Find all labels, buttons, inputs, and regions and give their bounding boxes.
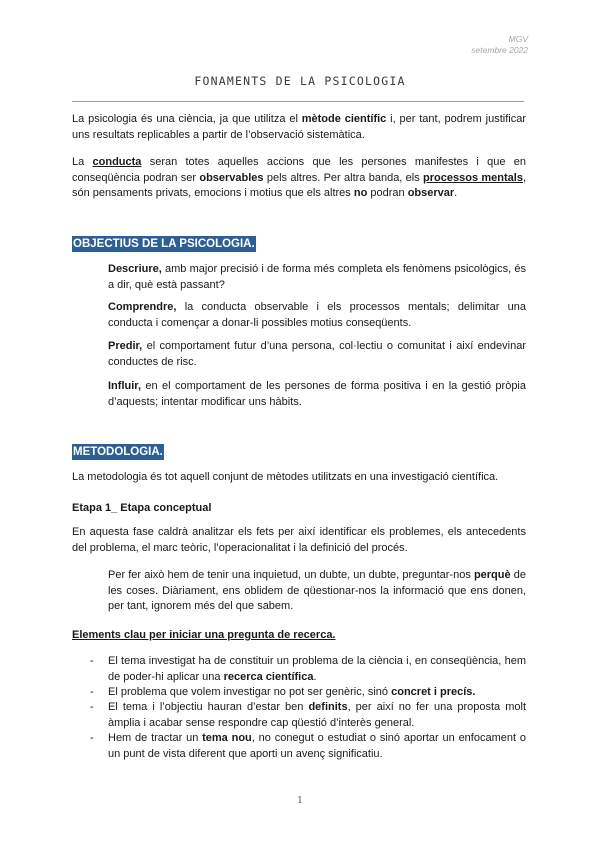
etapa-1-heading: Etapa 1_ Etapa conceptual [72,502,212,514]
metodologia-heading: METODOLOGIA. [73,446,163,458]
page-number: 1 [297,796,303,806]
intro-p2-conducta: conducta [92,156,142,168]
objectiu-item [108,379,526,410]
intro-p1-text-b: i, per tant, podrem justificar uns resultats replicables a partir de l’observació sistemàtica. [72,113,526,141]
objectiu-term: Predir, [108,340,143,352]
objectiu-text: en el comportament de les persones de forma positiva i en la gestió pròpia d’aquests; intentar modificar uns hàbits. [108,380,526,408]
etapa-1-paragraph: En aquesta fase caldrà analitzar els fets per així identificar els problemes, els antecedents del problema, el marc teòric, l’operacionalitat i la definició del procés. [72,526,526,554]
intro-p2-observables: observables [199,171,264,184]
objectiu-text: amb major precisió i de forma més completa els fenòmens psicològics, és a dir, què està passant? [108,263,526,291]
list-dash: - [90,686,94,698]
list-bold: recerca científica [223,670,314,683]
intro-p2-observar: observar [407,187,455,199]
intro-p2-text-b: seran totes aquelles accions que les persones manifestes i que en conseqüència podran ser [72,156,526,184]
intro-p1-bold: mètode científic [301,113,387,125]
list-item [90,654,526,685]
intro-p2-text-c: pels altres. Per altra banda, els [263,171,424,184]
objectiu-item [108,262,526,293]
list-dash: - [90,732,94,744]
list-dash: - [90,701,94,713]
intro-p2-text-d: , són pensaments privats, emocions i motius que els altres [72,171,527,199]
intro-p2-text-f: . [454,187,458,199]
list-item [90,700,526,731]
list-text: , per així no fer una proposta molt àmplia i acabar sense respondre cap qüestió d’interès general. [108,701,527,729]
list-item [90,685,526,701]
intro-p2-processos: processos mentals [423,171,523,184]
intro-paragraph-2 [72,155,526,202]
list-text: El tema i l’objectiu hauran d’estar ben [108,701,309,713]
elements-clau-heading: Elements clau per iniciar una pregunta de recerca. [72,629,336,641]
intro-p2-no: no [353,187,368,199]
page-title: FONAMENTS DE LA PSICOLOGIA [194,74,406,88]
list-dash: - [90,655,94,667]
objectiu-term: Comprendre, [108,301,177,313]
intro-paragraph-1 [72,112,526,143]
intro-p2-text-a: La [72,156,93,168]
metodologia-intro: La metodologia és tot aquell conjunt de mètodes utilitzats en una investigació científica. [72,471,499,483]
objectius-heading: OBJECTIUS DE LA PSICOLOGIA. [73,238,255,250]
objectiu-item [108,300,526,331]
list-bold: tema nou [202,732,252,744]
title-divider [72,101,524,102]
list-bold: definits [308,701,348,713]
intro-p2-text-e: podran [367,187,408,199]
quote-perque: perquè [473,569,511,581]
list-item [90,731,526,762]
etapa-1-quote [108,568,526,615]
quote-text-a: Per fer això hem de tenir una inquietud, un dubte, un dubte, preguntar-nos [108,569,474,581]
document-date: setembre 2022 [471,45,528,55]
objectiu-term: Influir, [108,380,141,392]
list-text: , no conegut o estudiat o sinó aportar un enfocament o un punt de vista diferent que aporti un avenç significatiu. [108,732,526,760]
list-text: El problema que volem investigar no pot ser genèric, sinó [108,686,392,698]
objectiu-term: Descriure, [108,263,162,275]
list-text: Hem de tractar un [108,732,203,744]
objectiu-text: el comportament futur d’una persona, col·lectiu o comunitat i així endevinar conductes de risc. [108,340,526,368]
objectiu-text: la conducta observable i els processos mentals; delimitar una conducta i començar a donar-li possibles motius conseqüents. [108,301,526,329]
list-bold: concret i precís. [391,686,476,698]
list-text: El tema investigat ha de constituir un problema de la ciència i, en conseqüència, hem de poder-hi aplicar una [108,655,526,683]
intro-p1-text-a: La psicologia és una ciència, ja que utilitza el [72,113,302,125]
objectiu-item [108,339,526,370]
quote-text-b: de les coses. Diàriament, ens oblidem de qüestionar-nos la informació que ens donen, per tant, ignorem més del que sabem. [108,569,526,612]
list-text: . [313,670,317,683]
author-initials: MGV [508,34,528,44]
